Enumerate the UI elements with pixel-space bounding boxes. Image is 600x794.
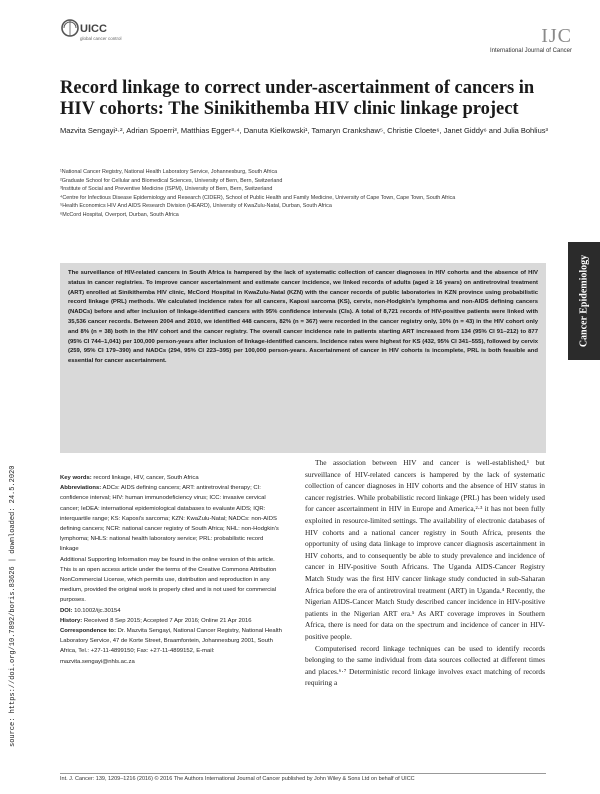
author-list: Mazvita Sengayi¹·², Adrian Spoerri³, Matthias Egger³·⁴, Danuta Kielkowski¹, Tamaryn Crankshaw⁵, Christie Cloete⁶, Janet Giddy⁶ and Julia Bohlius³	[60, 126, 548, 135]
correspondence-label: Correspondence to:	[60, 628, 116, 635]
svg-text:UICC: UICC	[80, 23, 107, 35]
abbreviations-text: ADCs: AIDS defining cancers; ART: antiretroviral therapy; CI: confidence interval; HIV: human immunodeficiency virus; ICC: invasive cervical cancer; IeDEA: international epidemiological databases to evaluate AIDS; IQR: interquartile range; KS: Kaposi's sarcoma; KZN: KwaZulu-Natal; NADCs: non-AIDS defining cancers; NCR: national cancer registry of South Africa; NHL: non-Hodgkin's lymphoma; NHLS: national health laboratory service; PRL: probabilistic record linkage	[60, 485, 279, 553]
affiliation-item: ⁶McCord Hospital, Overport, Durban, South Africa	[60, 211, 179, 218]
source-link[interactable]: source: https://doi.org/10.7892/boris.83626 | downloaded: 24.5.2020	[9, 465, 17, 747]
section-tab-label: Cancer Epidemiology	[578, 254, 590, 348]
abbreviations	[60, 483, 282, 554]
source-watermark	[3, 375, 15, 755]
svg-text:global cancer control: global cancer control	[80, 36, 122, 41]
doi-link[interactable]: 10.1002/ijc.30154	[72, 607, 121, 614]
affiliation-item: ¹National Cancer Registry, National Health Laboratory Service, Johannesburg, South Africa	[60, 169, 278, 175]
abstract-box	[60, 263, 546, 453]
journal-name: International Journal of Cancer	[489, 48, 572, 54]
footer-divider	[60, 773, 546, 774]
keywords-text: record linkage, HIV, cancer, South Africa	[91, 475, 199, 481]
journal-abbreviation: IJC	[541, 25, 572, 47]
affiliation-list	[60, 168, 560, 220]
correspondence-text: Dr. Mazvita Sengayi, National Cancer Registry, National Health Laboratory Service, 47 de Korte Street, Braamfontein, Johannesburg 2001, South Africa, Tel.: +27-11-4899150; Fax: +27-11-4899152, E-mail: mazvita.sengayi@nhls.ac.za	[60, 628, 282, 665]
affiliation-item: ⁵Health Economics HIV And AIDS Research Division (HEARD), University of KwaZulu-Natal, Durban, South Africa	[60, 203, 332, 210]
keywords-label: Key words:	[60, 475, 92, 481]
affiliation-item: ⁴Centre for Infectious Disease Epidemiology and Research (CIDER), School of Public Health and Family Medicine, University of Cape Town, Cape Town, South Africa	[60, 194, 456, 201]
doi	[60, 606, 282, 616]
body-text	[305, 457, 545, 689]
abstract-text: The surveillance of HIV-related cancers in South Africa is hampered by the lack of systematic collection of cancer diagnoses in HIV cohorts and the absence of HIV status in cancer registries. To improve cancer ascertainment and estimate cancer incidence, we linked records of adults (aged ≥ 16 years) on antiretroviral treatment (ART) enrolled at Sinikithemba HIV clinic, McCord Hospital in KwaZulu-Natal (KZN) with the cancer records of public laboratories in KZN province using probabilistic record linkage (PRL) methods. We calculated incidence rates for all cancers, Kaposi sarcoma (KS), cervix, non-Hodgkin's lymphoma and non-AIDS defining cancers (NADCs) before and after inclusion of linkage-identified cancers with 95% confidence intervals (CIs). A total of 8,721 records of HIV-positive patients were linked with 35,536 cancer records. Between 2004 and 2010, we identified 448 cancers, 82% (n = 367) were recorded in the cancer registry only, 10% (n = 43) in the HIV cohort only and 8% (n = 38) both in the HIV cohort and the cancer registry. The overall cancer incidence rate in patients starting ART increased from 134 (95% CI 91–212) to 877 (95% CI 744–1,041) per 100,000 person-years after inclusion of linkage-identified cancers. Incidence rates were highest for KS (432, 95% CI 341–555), followed by cervix (259, 95% CI 179–390) and NADCs (294, 95% CI 223–395) per 100,000 person-years. Ascertainment of cancer in HIV cohorts is incomplete, PRL is both feasible and essential for cancer ascertainment.	[68, 270, 538, 365]
section-tab	[568, 242, 600, 360]
journal-header	[490, 26, 572, 54]
supporting-info: Additional Supporting Information may be found in the online version of this article.	[60, 556, 275, 563]
affiliation-item: ²Graduate School for Cellular and Biomedical Sciences, University of Bern, Bern, Switzerland	[60, 177, 283, 184]
history-label: History:	[60, 617, 83, 624]
doi-label: DOI:	[60, 607, 73, 614]
body-paragraph: Computerised record linkage techniques can be used to identify records belonging to the same individual from data sources collected at different times and places.⁶·⁷ Deterministic record linkage involves exact matching of records requiring a	[305, 643, 545, 688]
uicc-logo	[60, 16, 126, 46]
body-paragraph: The association between HIV and cancer is well-established,¹ but surveillance of HIV-related cancers is hampered by the lack of systematic collection of cancer diagnoses in HIV cohorts and the absence of HIV status in cancer registries. While probabilistic record linkage (PRL) has been widely used for cancer ascertainment in HIV in Europe and America,²·³ it has not been fully exploited in resource-limited settings. The availability of electronic databases of HIV cohorts and a national cancer registry in South Africa, presents the opportunity of using data linkage to improve cancer diagnosis ascertainment in HIV cohorts, and to consequently be able to study prevalence and incidence of cancer in HIV-positive South Africans. The Uganda AIDS-Cancer Registry Match Study was the first HIV cancer linkage study conducted in sub-Saharan Africa before the era of antiretroviral treatment (ART) in Uganda.⁴ Recently, the Nigerian AIDS-Cancer Match Study described cancer incidence in HIV-positive patients in the Nigerian ART era.⁵ As ART coverage improves in Southern Africa, there is need for data on the spectrum and incidence of cancer in HIV-positive people.	[305, 458, 545, 641]
license-note: This is an open access article under the terms of the Creative Commons Attribution NonCommercial License, which permits use, distribution and reproduction in any medium, provided the original work is properly cited and is not used for commercial purposes.	[60, 566, 277, 604]
article-title: Record linkage to correct under-ascertainment of cancers in HIV cohorts: The Sinikithemba HIV clinic linkage project	[60, 78, 535, 119]
correspondence	[60, 626, 282, 667]
footer-citation: Int. J. Cancer: 139, 1209–1216 (2016) © 2016 The Authors International Journal of Cancer published by John Wiley & Sons Ltd on behalf of UICC	[60, 776, 415, 782]
affiliation-item: ³Institute of Social and Preventive Medicine (ISPM), University of Bern, Bern, Switzerland	[60, 186, 273, 193]
keywords	[60, 473, 282, 483]
abbreviations-label: Abbreviations:	[60, 485, 102, 492]
history-text: Received 8 Sep 2015; Accepted 7 Apr 2016; Online 21 Apr 2016	[82, 617, 252, 624]
history	[60, 616, 282, 626]
article-metadata	[60, 473, 282, 667]
